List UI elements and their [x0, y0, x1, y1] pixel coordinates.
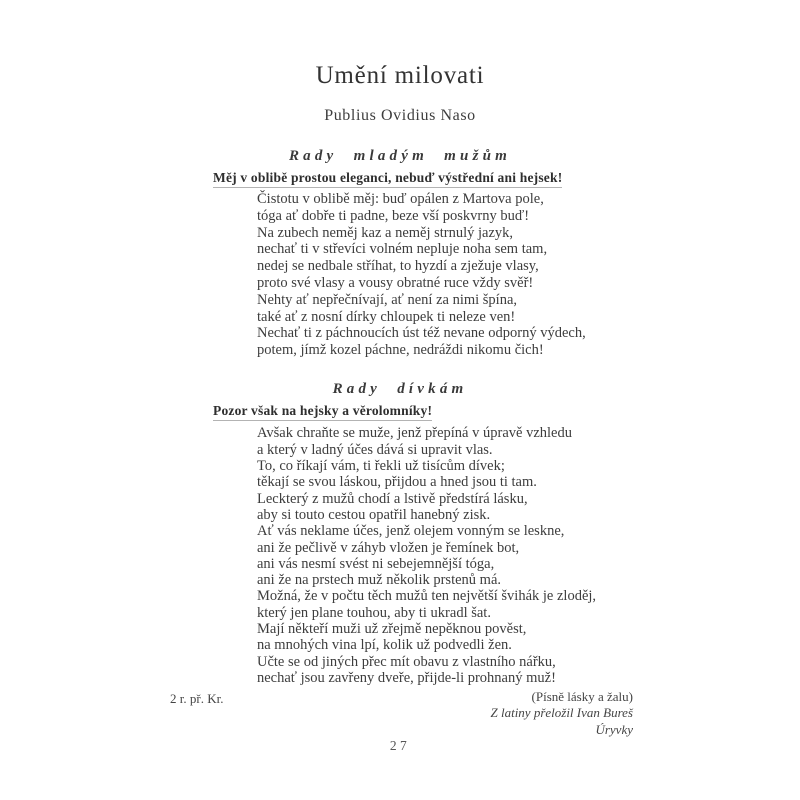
poem-line: nechať jsou zavřeny dveře, přijde-li prohnaný muž!: [257, 669, 556, 686]
poem-line: Možná, že v počtu těch mužů ten největší švihák je zloděj,: [257, 588, 597, 605]
poem-line: nedej se nedbale stříhat, to hyzdí a zježuje vlasy,: [257, 258, 539, 275]
poem-line: Na zubech neměj kaz a neměj strnulý jazyk,: [257, 224, 514, 241]
poem-line: To, co říkají vám, ti řekli už tisícům dívek;: [257, 458, 505, 475]
poem-line: Leckterý z mužů chodí a lstivě předstírá lásku,: [257, 490, 528, 507]
poem-line: také ať z nosní dírky chloupek ti neleze ven!: [257, 308, 516, 325]
poem-line: Nechať ti z páchnoucích úst též nevane odporný výdech,: [257, 325, 586, 342]
poem-line: na mnohých vina lpí, kolik už podvedli žen.: [257, 637, 512, 654]
poem-line: ani vás nesmí svést ni sebejemnější tóga,: [257, 555, 495, 572]
excerpt-note: Úryvky: [595, 721, 633, 737]
poem-line: tóga ať dobře ti padne, beze vší poskvrny buď!: [257, 207, 530, 224]
section-advice-girls: [0, 381, 800, 686]
page-title: Umění milovati: [315, 62, 485, 89]
stanza: [257, 425, 800, 686]
poem-line: nechať ti v střevíci volném nepluje noha sem tam,: [257, 241, 548, 258]
poem-line: proto své vlasy a vousy obratné ruce vždy svěř!: [257, 274, 534, 291]
section-heading: Rady dívkám: [332, 380, 468, 397]
poem-line: ani že pečlivě v záhyb vložen je řemínek bot,: [257, 539, 520, 556]
source-title: (Písně lásky a žalu): [531, 689, 633, 704]
motto-row: [213, 403, 800, 422]
poem-line: a který v ladný účes dává si upravit vlas.: [257, 441, 493, 458]
poem-line: Mají někteří muži už zřejmě nepěknou pověst,: [257, 621, 527, 638]
motto-row: [213, 170, 800, 189]
poem-line: těkají se svou láskou, přijdou a hned jsou ti tam.: [257, 474, 537, 491]
poem-line: potem, jímž kozel páchne, nedráždi nikomu čich!: [257, 342, 544, 359]
motto-underlined: Pozor však na hejsky a věrolomníky!: [213, 404, 432, 422]
stanza: [257, 191, 800, 359]
poem-line: Čistotu v oblibě měj: buď opálen z Martova pole,: [257, 191, 544, 207]
attribution-block: [490, 689, 633, 738]
page-number: 27: [389, 738, 411, 753]
poem-line: Nehty ať nepřečnívají, ať není za nimi špína,: [257, 291, 518, 308]
poem-line: který jen plane touhou, aby ti ukradl šat.: [257, 604, 491, 621]
date-note: 2 r. př. Kr.: [170, 691, 224, 706]
poem-line: Ať vás neklame účes, jenž olejem vonným se leskne,: [257, 523, 565, 540]
poem-line: Avšak chraňte se muže, jenž přepíná v úpravě vzhledu: [257, 425, 572, 442]
translator-note: Z latiny přeložil Ivan Bureš: [490, 705, 633, 721]
section-advice-young-men: [0, 148, 800, 359]
motto-underlined: Měj v oblibě prostou eleganci, nebuď výstřední ani hejsek!: [213, 171, 562, 189]
poem-line: ani že na prstech muž několik prstenů má.: [257, 572, 502, 589]
section-heading: Rady mladým mužům: [288, 147, 512, 164]
poem-line: aby si touto cestou opatřil hanebný zisk.: [257, 506, 491, 523]
author: Publius Ovidius Naso: [324, 106, 476, 124]
poem-line: Učte se od jiných přec mít obavu z vlastního nářku,: [257, 653, 556, 670]
